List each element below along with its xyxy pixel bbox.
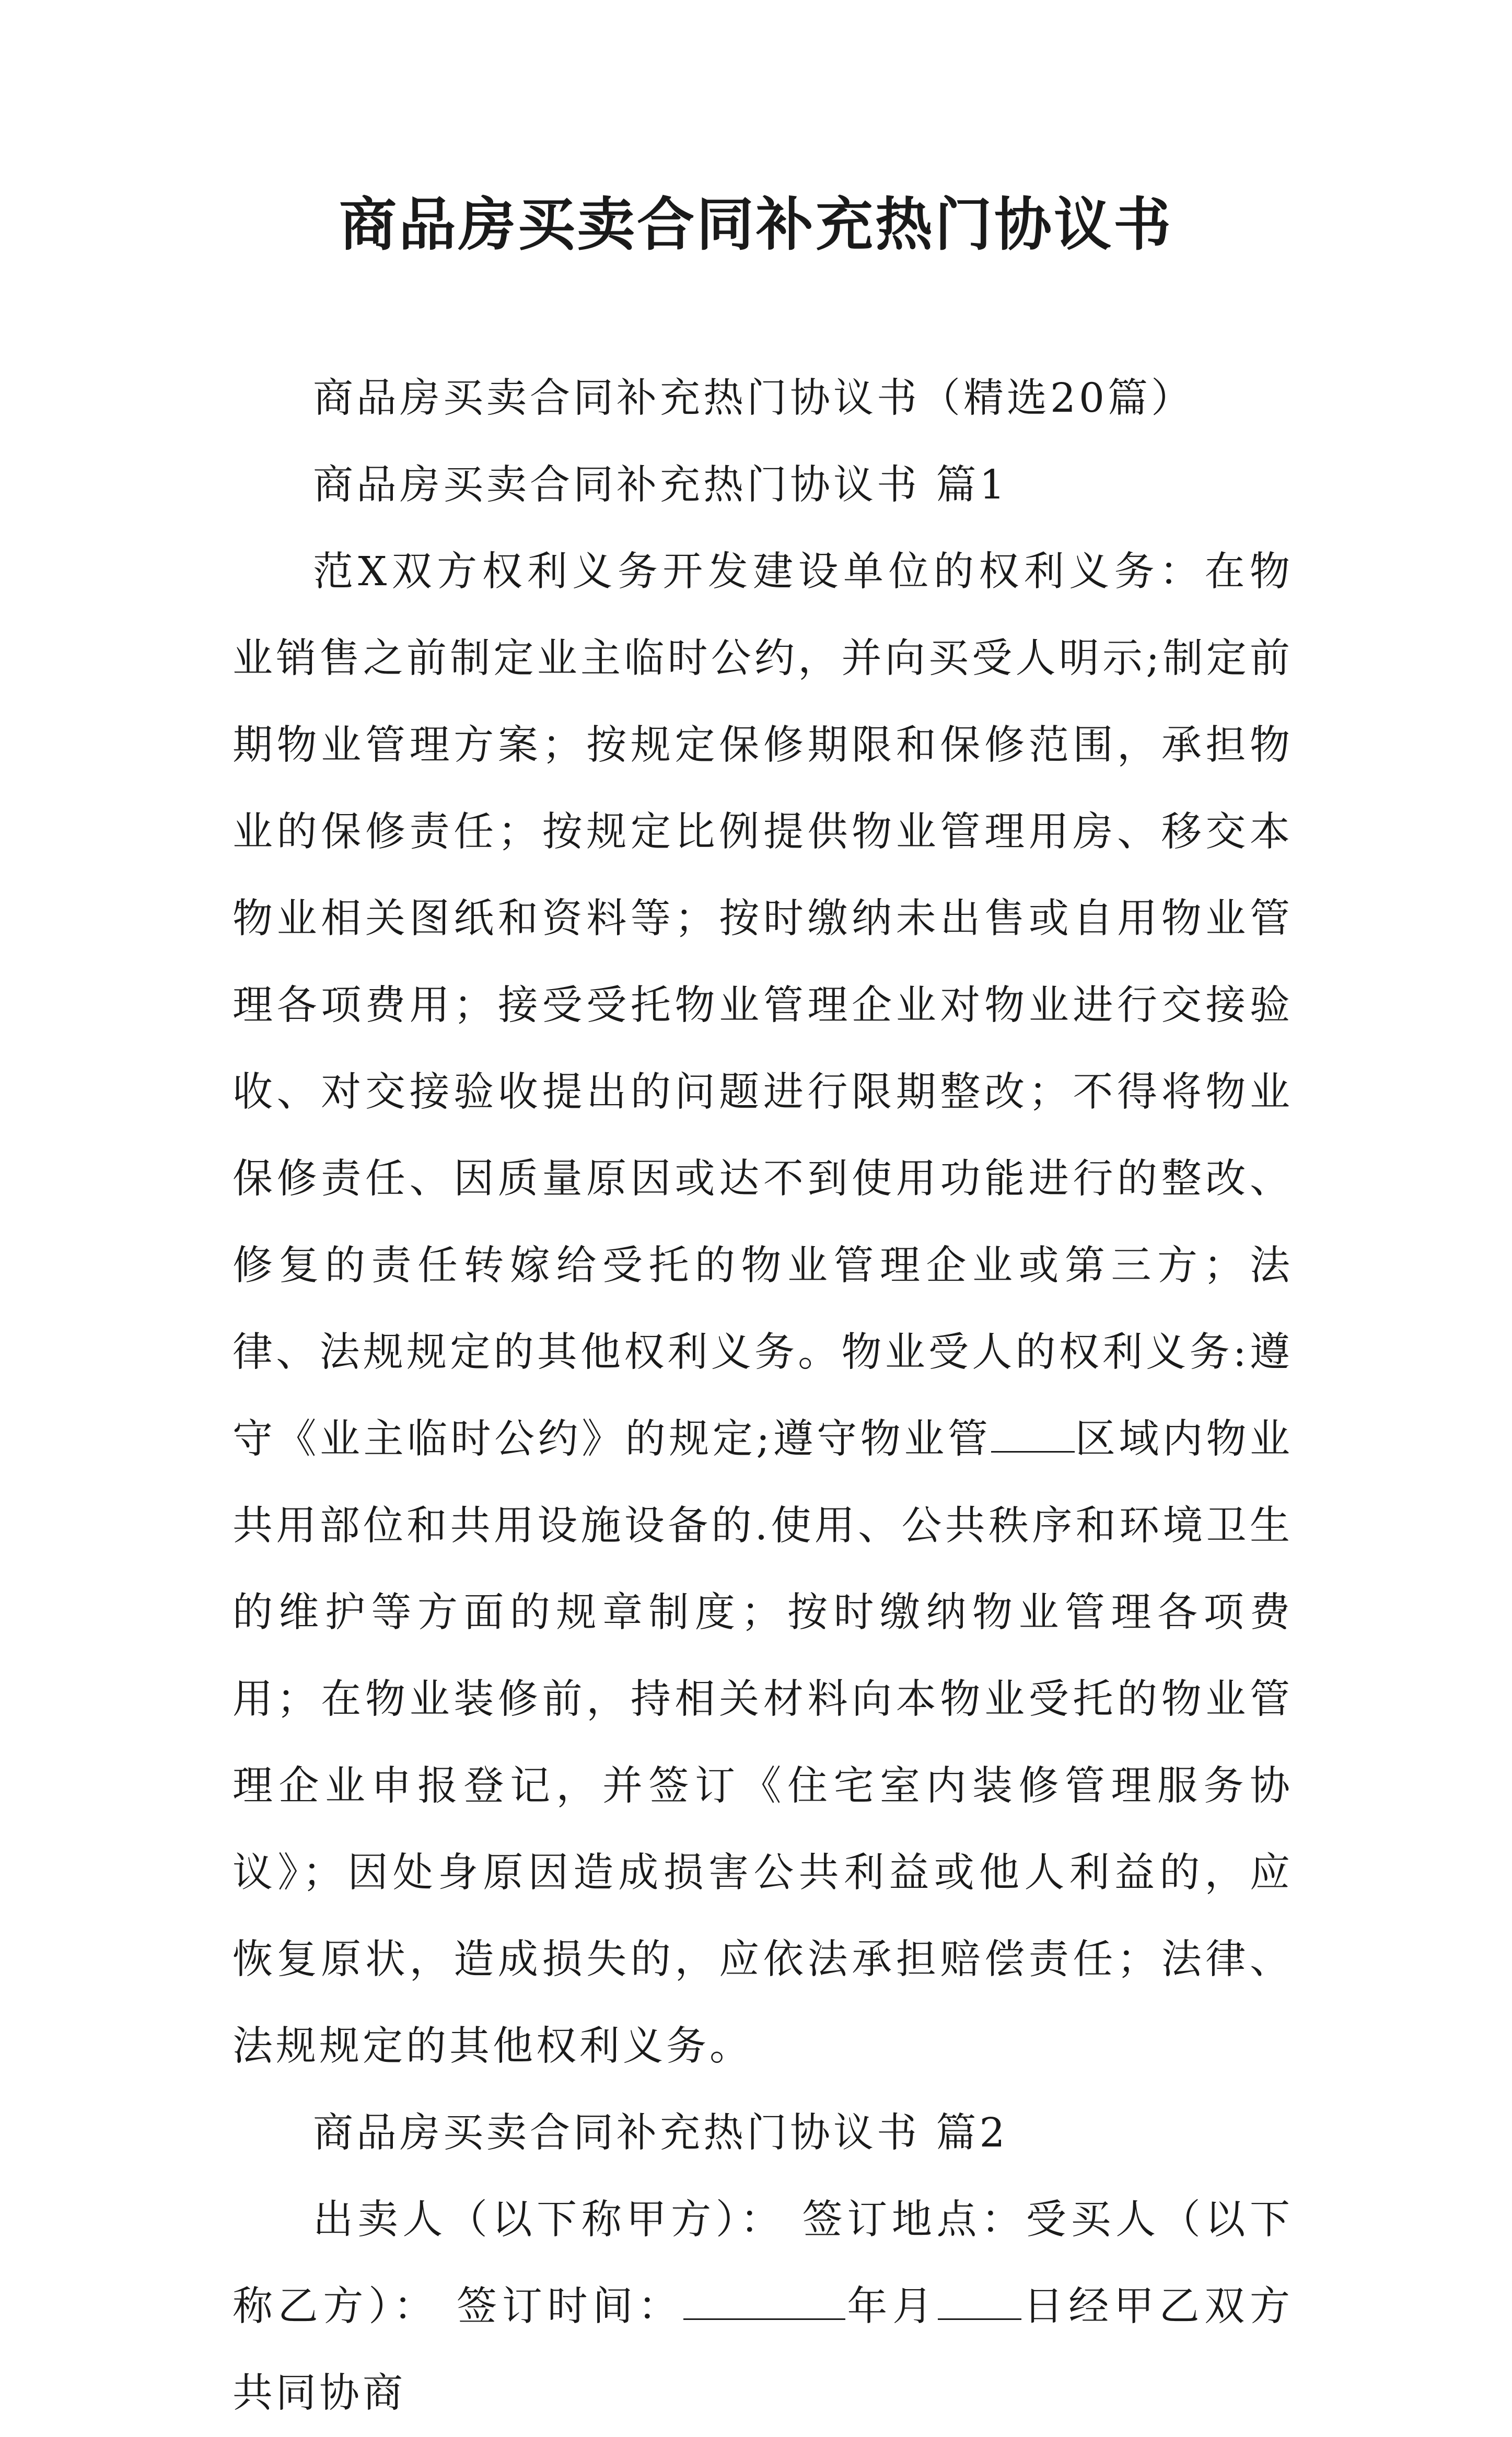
blank-underline	[683, 2282, 845, 2320]
section-2-paragraph	[232, 2177, 1293, 2437]
blank-underline	[938, 2282, 1021, 2320]
section-1-heading: 商品房买卖合同补充热门协议书 篇1	[313, 462, 1008, 508]
section-2-text-a: 出卖人（以下称甲方）： 签订地点：受买人（以下称乙方）： 签订时间：	[232, 2197, 1293, 2330]
section-1-paragraph	[232, 529, 1293, 2090]
document-subtitle: 商品房买卖合同补充热门协议书（精选20篇）	[313, 375, 1194, 422]
section-1-text-a: 范X双方权利义务开发建设单位的权利义务：在物业销售之前制定业主临时公约，并向买受人明示;制定前期物业管理方案；按规定保修期限和保修范围，承担物业的保修责任；按规定比例提供物业管理用房、移交本物业相关图纸和资料等；按时缴纳未出售或自用物业管理各项费用；接受受托物业管理企业对物业进行交接验收、对交接验收提出的问题进行限期整改；不得将物业保修责任、因质量原因或达不到使用功能进行的整改、修复的责任转嫁给受托的物业管理企业或第三方；法律、法规规定的其他权利义务。物业受人的权利义务:遵守《业主临时公约》的规定;遵守物业管	[232, 549, 1293, 1463]
section-2-text-b: 年月	[845, 2283, 938, 2330]
blank-underline	[991, 1415, 1075, 1453]
document-title: 商品房买卖合同补充热门协议书	[339, 191, 1173, 258]
section-2-text-c: 日经甲乙双方共同协商	[232, 2283, 1294, 2417]
section-1-text-b: 区域内物业共用部位和共用设施设备的.使用、公共秩序和环境卫生的维护等方面的规章制度；按时缴纳物业管理各项费用；在物业装修前，持相关材料向本物业受托的物业管理企业申报登记，并签订《住宅室内装修管理服务协议》；因处身原因造成损害公共利益或他人利益的，应恢复原状，造成损失的，应依法承担赔偿责任；法律、法规规定的其他权利义务。	[232, 1416, 1293, 2070]
document-body	[232, 355, 1293, 2437]
section-2-heading: 商品房买卖合同补充热门协议书 篇2	[313, 2110, 1008, 2156]
